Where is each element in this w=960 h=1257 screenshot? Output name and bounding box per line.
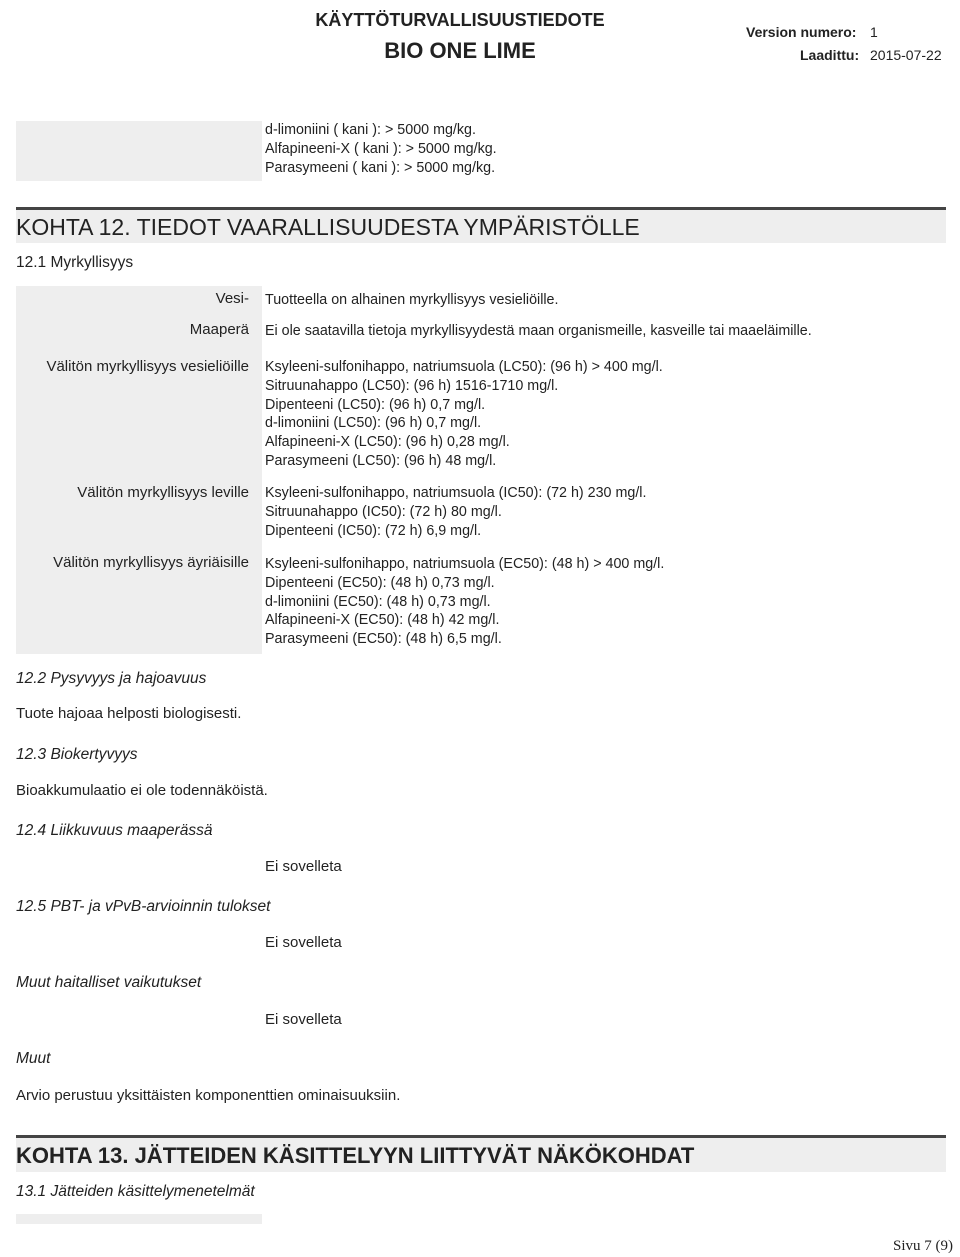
section-13-title: KOHTA 13. JÄTTEIDEN KÄSITTELYYN LIITTYVÄT NÄKÖKOHDAT (16, 1143, 695, 1168)
subsection-12-5: 12.5 PBT- ja vPvB-arvioinnin tulokset (16, 898, 271, 915)
version-label: Version numero: (746, 24, 857, 40)
section-12-title: KOHTA 12. TIEDOT VAARALLISUUDESTA YMPÄRISTÖLLE (16, 214, 640, 240)
date-label: Laadittu: (800, 47, 860, 63)
prev-toxicity-values: d-limoniini ( kani ): > 5000 mg/kg. Alfapineeni-X ( kani ): > 5000 mg/kg. Parasymeeni ( kani ): > 5000 mg/kg. (265, 122, 497, 176)
subsection-12-1: 12.1 Myrkyllisyys (16, 254, 134, 271)
text-12-5: Ei sovelleta (265, 934, 342, 951)
section-12-heading (16, 207, 946, 243)
row-label-soil: Maaperä (189, 321, 249, 338)
text-12-4: Ei sovelleta (265, 858, 342, 875)
subsection-muut: Muut (16, 1050, 51, 1067)
version-value: 1 (870, 24, 878, 40)
toxicity-label-column (16, 286, 262, 654)
section-13-heading (16, 1135, 946, 1172)
subsection-12-3: 12.3 Biokertyvyys (16, 746, 138, 763)
text-12-2: Tuote hajoaa helposti biologisesti. (16, 705, 242, 722)
date-value: 2015-07-22 (870, 47, 942, 63)
subsection-13-1: 13.1 Jätteiden käsittelymenetelmät (16, 1183, 255, 1200)
document-title: KÄYTTÖTURVALLISUUSTIEDOTE (315, 10, 605, 30)
row-value-aquatic: Ksyleeni-sulfonihappo, natriumsuola (LC50): (96 h) > 400 mg/l. Sitruunahappo (LC50): (96 h) 1516-1710 mg/l. Dipenteeni (LC50): (96 h) 0,7 mg/l. d-limoniini (LC50): (96 h) 0,7 mg/l. Alfapineeni-X (LC50): (96 h) 0,28 mg/l. Parasymeeni (LC50): (96 h) 48 mg/l. (265, 359, 663, 469)
product-name: BIO ONE LIME (384, 38, 536, 63)
text-12-3: Bioakkumulaatio ei ole todennäköistä. (16, 782, 268, 799)
subsection-other-effects: Muut haitalliset vaikutukset (16, 974, 202, 991)
row-label-water: Vesi- (215, 290, 249, 307)
section-13-label-cell (16, 1214, 262, 1224)
row-value-soil: Ei ole saatavilla tietoja myrkyllisyydestä maan organismeille, kasveille tai maaeläimille. (265, 323, 812, 339)
row-value-algae: Ksyleeni-sulfonihappo, natriumsuola (IC50): (72 h) 230 mg/l. Sitruunahappo (IC50): (72 h) 80 mg/l. Dipenteeni (IC50): (72 h) 6,9 mg/l. (265, 485, 647, 539)
text-muut: Arvio perustuu yksittäisten komponenttien ominaisuuksiin. (16, 1087, 401, 1104)
subsection-12-2: 12.2 Pysyvyys ja hajoavuus (16, 670, 207, 687)
subsection-12-4: 12.4 Liikkuvuus maaperässä (16, 822, 213, 839)
text-other-effects: Ei sovelleta (265, 1011, 342, 1028)
row-value-crustaceans: Ksyleeni-sulfonihappo, natriumsuola (EC50): (48 h) > 400 mg/l. Dipenteeni (EC50): (48 h) 0,73 mg/l. d-limoniini (EC50): (48 h) 0,73 mg/l. Alfapineeni-X (EC50): (48 h) 42 mg/l. Parasymeeni (EC50): (48 h) 6,5 mg/l. (265, 556, 665, 648)
row-label-crustaceans: Välitön myrkyllisyys äyriäisille (53, 554, 249, 571)
row-label-aquatic: Välitön myrkyllisyys vesieliöille (46, 358, 249, 375)
row-value-water: Tuotteella on alhainen myrkyllisyys vesieliöille. (265, 292, 559, 308)
prev-label-cell (16, 121, 262, 181)
row-label-algae: Välitön myrkyllisyys leville (77, 484, 249, 501)
page-number: Sivu 7 (9) (893, 1238, 953, 1254)
